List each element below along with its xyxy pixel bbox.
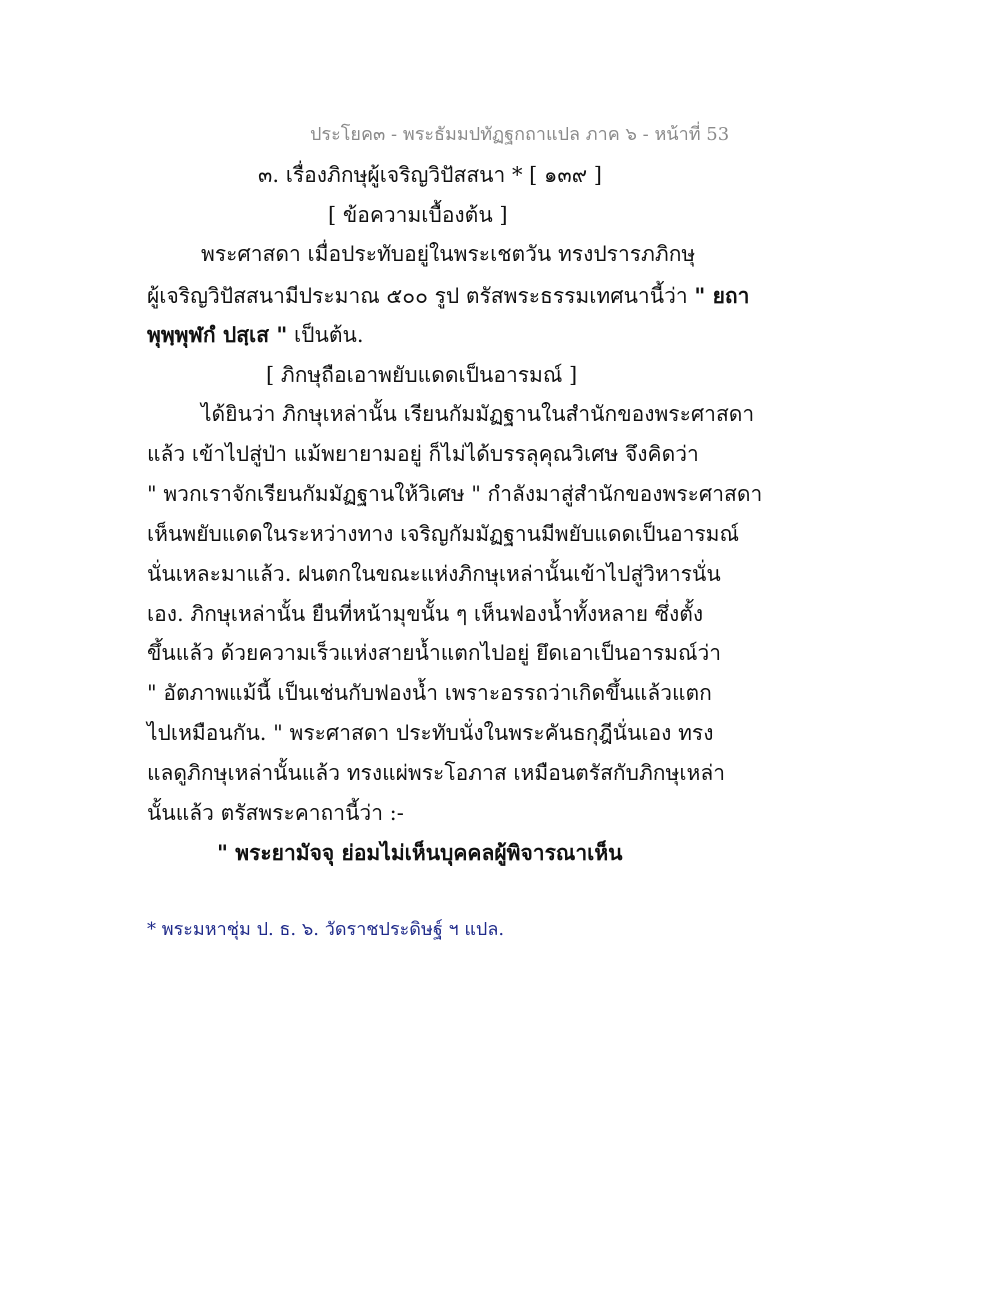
paragraph-2-line: " อัตภาพแม้นี้ เป็นเช่นกับฟองน้ำ เพราะอรรถว่าเกิดขึ้นแล้วแตก <box>147 681 712 705</box>
story-title: ๓. เรื่องภิกษุผู้เจริญวิปัสสนา * [ ๑๓๙ ] <box>258 163 602 187</box>
verse-line: " พระยามัจจุ ย่อมไม่เห็นบุคคลผู้พิจารณาเห็น <box>217 840 623 865</box>
page-header: ประโยค๓ - พระธัมมปทัฏฐกถาแปล ภาค ๖ - หน้าที่ 53 <box>310 124 730 145</box>
paragraph-2-line: ได้ยินว่า ภิกษุเหล่านั้น เรียนกัมมัฏฐานในสำนักของพระศาสดา <box>201 402 755 426</box>
footnote: * พระมหาชุ่ม ป. ธ. ๖. วัดราชประดิษฐ์ ฯ แปล. <box>147 919 505 940</box>
paragraph-1-line-3 <box>147 321 364 349</box>
pali-quote-start: " ยถา <box>694 283 750 308</box>
paragraph-1-line-2-text: ผู้เจริญวิปัสสนามีประมาณ ๕๐๐ รูป ตรัสพระธรรมเทศนานี้ว่า <box>147 284 695 308</box>
paragraph-2-line: เห็นพยับแดดในระหว่างทาง เจริญกัมมัฏฐานมีพยับแดดเป็นอารมณ์ <box>147 522 739 546</box>
paragraph-2-line: ไปเหมือนกัน. " พระศาสดา ประทับนั่งในพระคันธกุฎีนั่นเอง ทรง <box>147 721 714 745</box>
subheading-mirage: [ ภิกษุถือเอาพยับแดดเป็นอารมณ์ ] <box>266 363 578 387</box>
paragraph-1-line-3-text: เป็นต้น. <box>287 323 364 347</box>
paragraph-2-line: นั่นเหละมาแล้ว. ฝนตกในขณะแห่งภิกษุเหล่านั้นเข้าไปสู่วิหารนั่น <box>147 562 721 586</box>
subheading-intro: [ ข้อความเบื้องต้น ] <box>328 203 508 227</box>
paragraph-2-line: ขึ้นแล้ว ด้วยความเร็วแห่งสายน้ำแตกไปอยู่ ยึดเอาเป็นอารมณ์ว่า <box>147 641 722 665</box>
pali-quote-end: พุพฺพุฬกํ ปสฺเส " <box>147 322 288 347</box>
paragraph-2-line: แล้ว เข้าไปสู่ป่า แม้พยายามอยู่ ก็ไม่ได้บรรลุคุณวิเศษ จึงคิดว่า <box>147 442 699 466</box>
paragraph-1-line-2 <box>147 282 749 310</box>
paragraph-2-line: นั้นแล้ว ตรัสพระคาถานี้ว่า :- <box>147 801 404 825</box>
paragraph-2-line: เอง. ภิกษุเหล่านั้น ยืนที่หน้ามุขนั้น ๆ เห็นฟองน้ำทั้งหลาย ซึ่งตั้ง <box>147 602 704 626</box>
paragraph-2-line: แลดูภิกษุเหล่านั้นแล้ว ทรงแผ่พระโอภาส เหมือนตรัสกับภิกษุเหล่า <box>147 761 726 785</box>
paragraph-2-line: " พวกเราจักเรียนกัมมัฏฐานให้วิเศษ " กำลังมาสู่สำนักของพระศาสดา <box>147 482 763 506</box>
paragraph-1-line-1: พระศาสดา เมื่อประทับอยู่ในพระเชตวัน ทรงปรารภภิกษุ <box>201 242 696 266</box>
